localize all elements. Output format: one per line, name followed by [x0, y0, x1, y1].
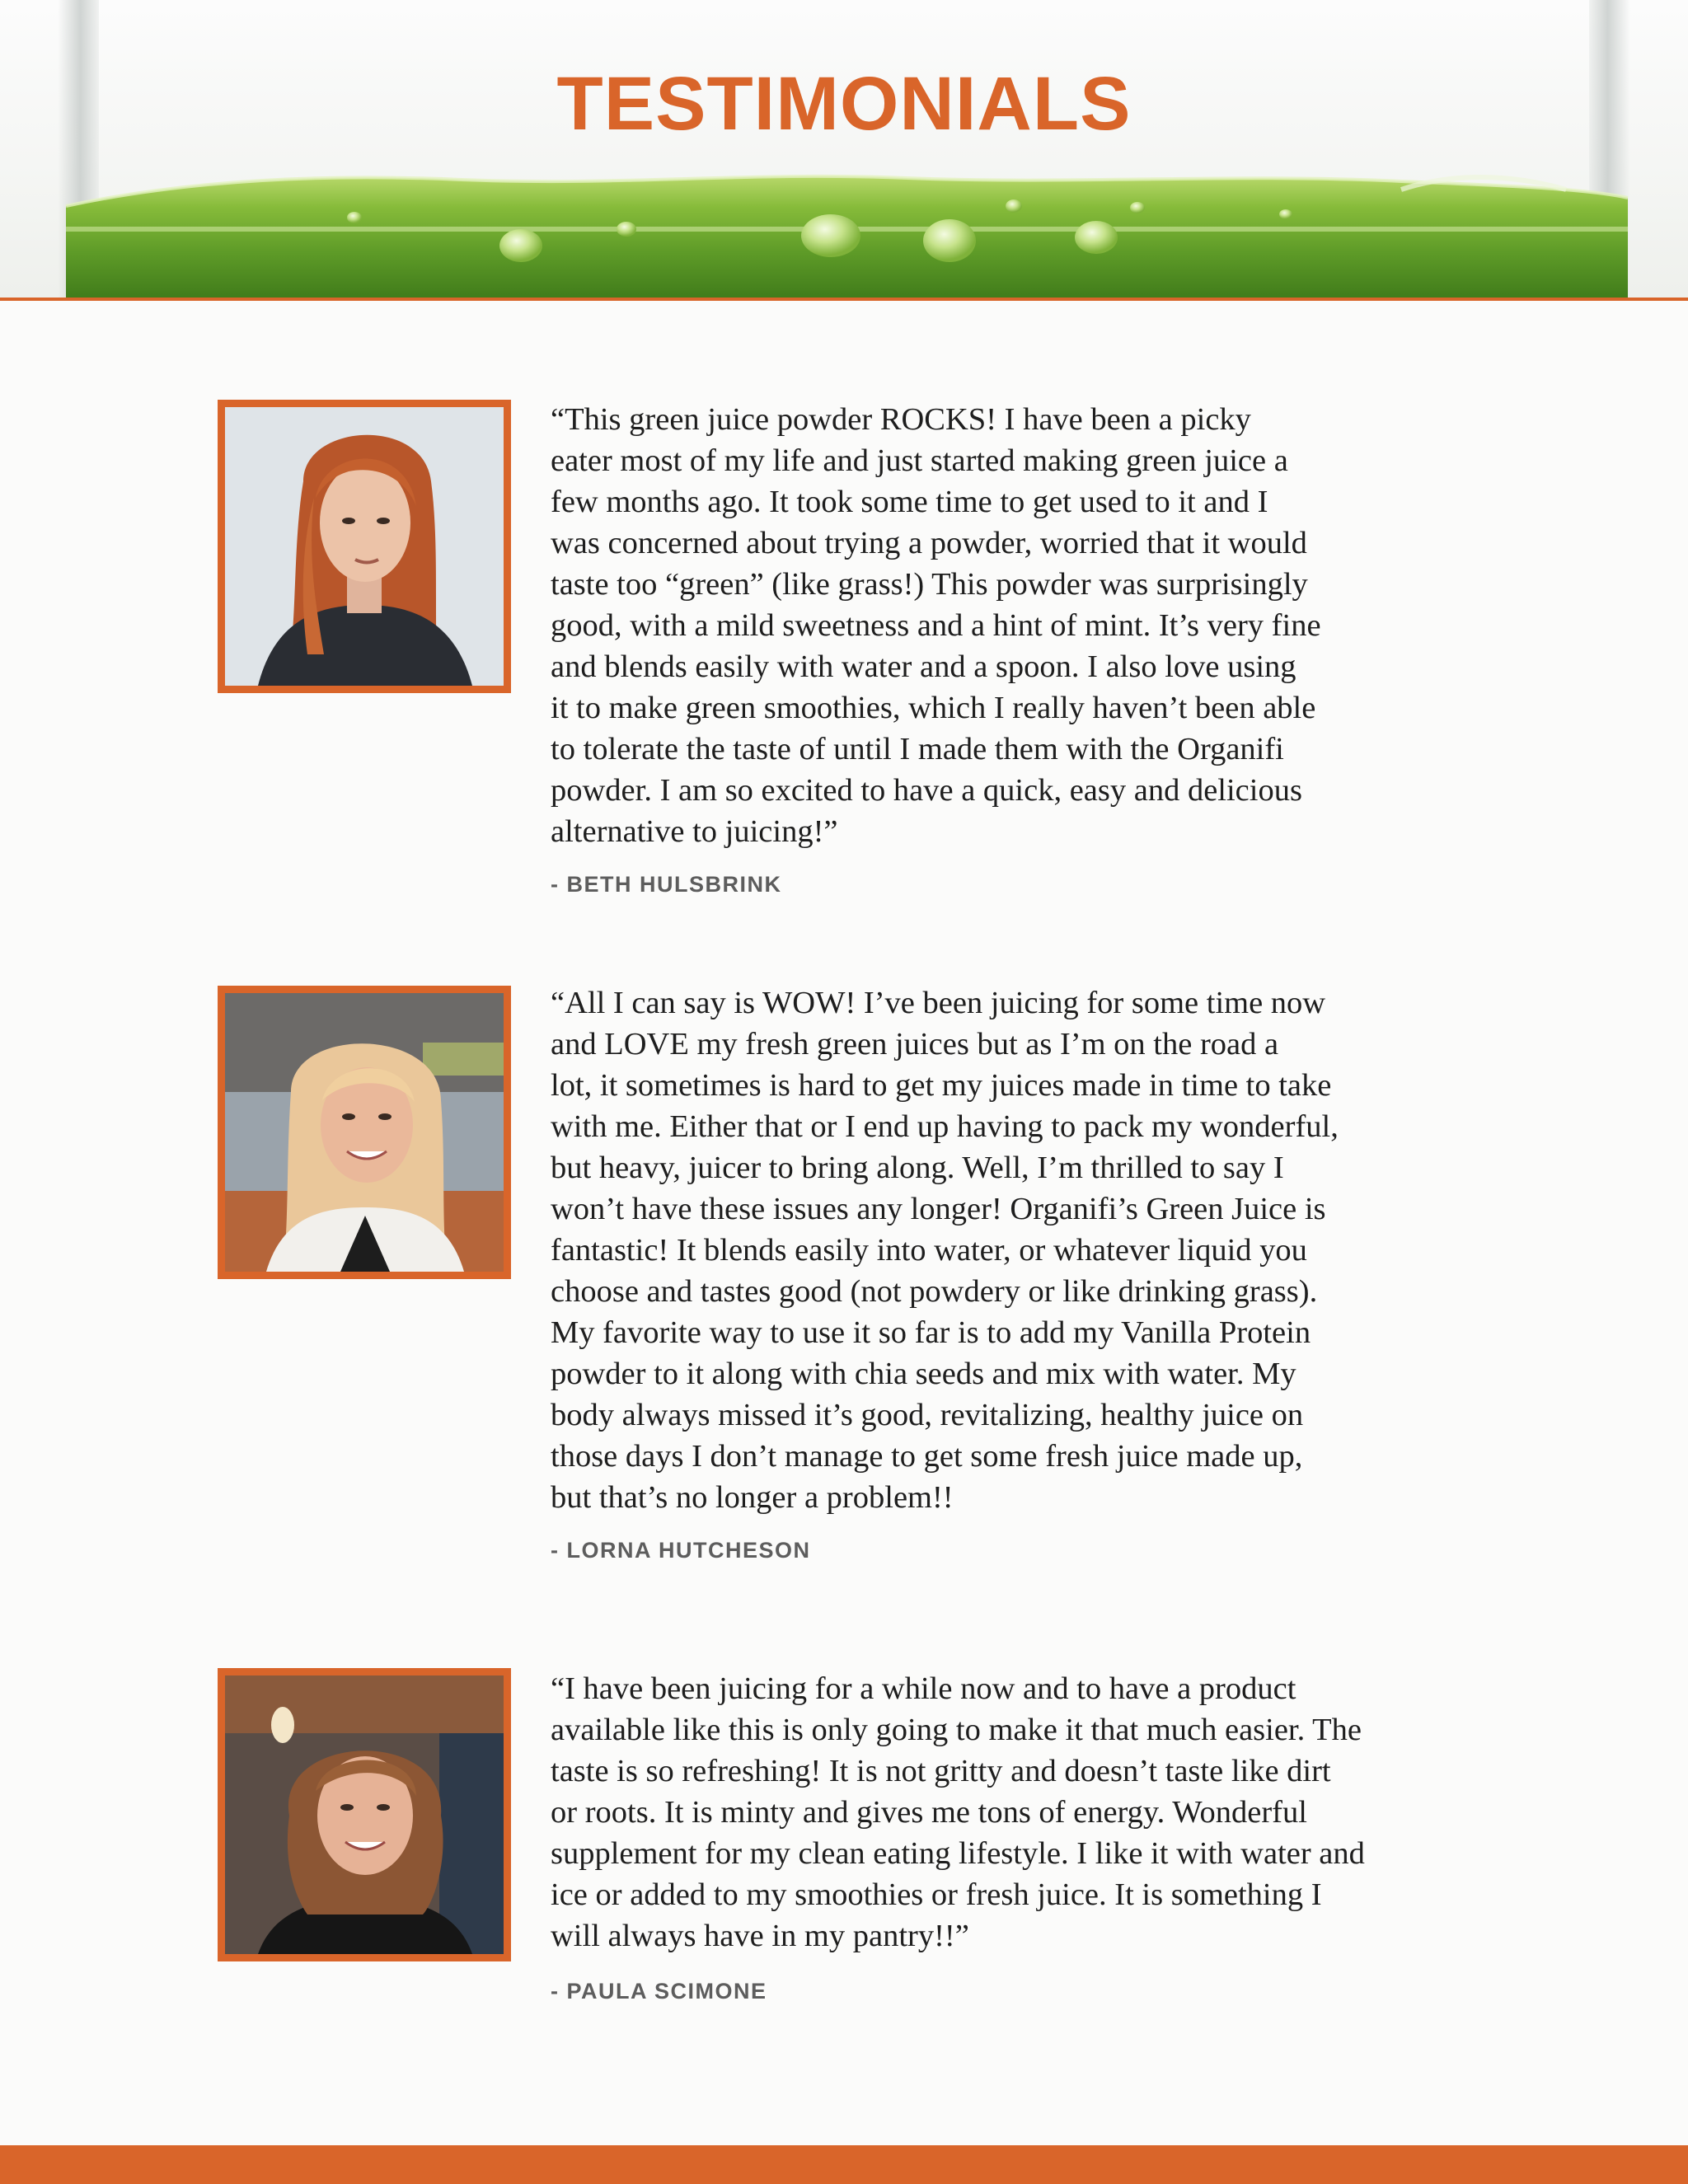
quote-line: powder to it along with chia seeds and mix with water. My — [551, 1357, 1296, 1391]
testimonial-quote — [551, 399, 1523, 852]
header-banner — [0, 0, 1688, 301]
quote-line: to tolerate the taste of until I made them with the Organifi — [551, 732, 1284, 766]
quote-line: with me. Either that or I end up having to pack my wonderful, — [551, 1109, 1339, 1144]
quote-line: alternative to juicing!” — [551, 814, 838, 849]
testimonial-photo-frame — [218, 400, 511, 693]
quote-line: and LOVE my fresh green juices but as I’m on the road a — [551, 1027, 1279, 1062]
portrait-photo-paula — [225, 1675, 504, 1954]
portrait-photo-beth — [225, 407, 504, 686]
quote-line: but that’s no longer a problem!! — [551, 1480, 954, 1515]
quote-line: fantastic! It blends easily into water, or whatever liquid you — [551, 1233, 1307, 1268]
testimonial-author: - BETH HULSBRINK — [551, 872, 782, 897]
quote-line: few months ago. It took some time to get used to it and I — [551, 485, 1268, 519]
testimonial-author: - LORNA HUTCHESON — [551, 1538, 811, 1563]
quote-line: lot, it sometimes is hard to get my juices made in time to take — [551, 1068, 1332, 1103]
quote-line: choose and tastes good (not powdery or like drinking grass). — [551, 1274, 1318, 1309]
quote-line: powder. I am so excited to have a quick, easy and delicious — [551, 773, 1302, 808]
page-title: TESTIMONIALS — [556, 62, 1132, 146]
quote-line: “I have been juicing for a while now and to have a product — [551, 1671, 1296, 1706]
quote-line: and blends easily with water and a spoon. I also love using — [551, 649, 1296, 684]
testimonial-photo-frame — [218, 1668, 511, 1961]
quote-line: supplement for my clean eating lifestyle. I like it with water and — [551, 1836, 1365, 1871]
quote-line: those days I don’t manage to get some fresh juice made up, — [551, 1439, 1303, 1474]
quote-line: “This green juice powder ROCKS! I have been a picky — [551, 402, 1251, 437]
quote-line: ice or added to my smoothies or fresh juice. It is something I — [551, 1877, 1322, 1912]
testimonial-author: - PAULA SCIMONE — [551, 1979, 767, 2004]
quote-line: will always have in my pantry!!” — [551, 1919, 969, 1953]
quote-line: My favorite way to use it so far is to add my Vanilla Protein — [551, 1315, 1311, 1350]
quote-line: taste is so refreshing! It is not gritty and doesn’t taste like dirt — [551, 1754, 1331, 1788]
portrait-photo-lorna — [225, 993, 504, 1272]
quote-line: it to make green smoothies, which I really haven’t been able — [551, 691, 1316, 725]
quote-line: eater most of my life and just started making green juice a — [551, 443, 1288, 478]
testimonial-quote — [551, 1668, 1523, 1957]
quote-line: available like this is only going to make it that much easier. The — [551, 1713, 1362, 1747]
quote-line: body always missed it’s good, revitalizing, healthy juice on — [551, 1398, 1304, 1432]
green-juice-image — [0, 157, 1688, 301]
quote-line: taste too “green” (like grass!) This powder was surprisingly — [551, 567, 1308, 602]
testimonial-photo-frame — [218, 986, 511, 1279]
quote-line: but heavy, juicer to bring along. Well, I’m thrilled to say I — [551, 1151, 1284, 1185]
quote-line: won’t have these issues any longer! Organifi’s Green Juice is — [551, 1192, 1326, 1226]
quote-line: was concerned about trying a powder, worried that it would — [551, 526, 1307, 560]
quote-line: “All I can say is WOW! I’ve been juicing for some time now — [551, 986, 1326, 1020]
quote-line: or roots. It is minty and gives me tons of energy. Wonderful — [551, 1795, 1307, 1830]
testimonial-quote — [551, 982, 1523, 1518]
quote-line: good, with a mild sweetness and a hint of mint. It’s very fine — [551, 608, 1321, 643]
footer-bar — [0, 2145, 1688, 2184]
